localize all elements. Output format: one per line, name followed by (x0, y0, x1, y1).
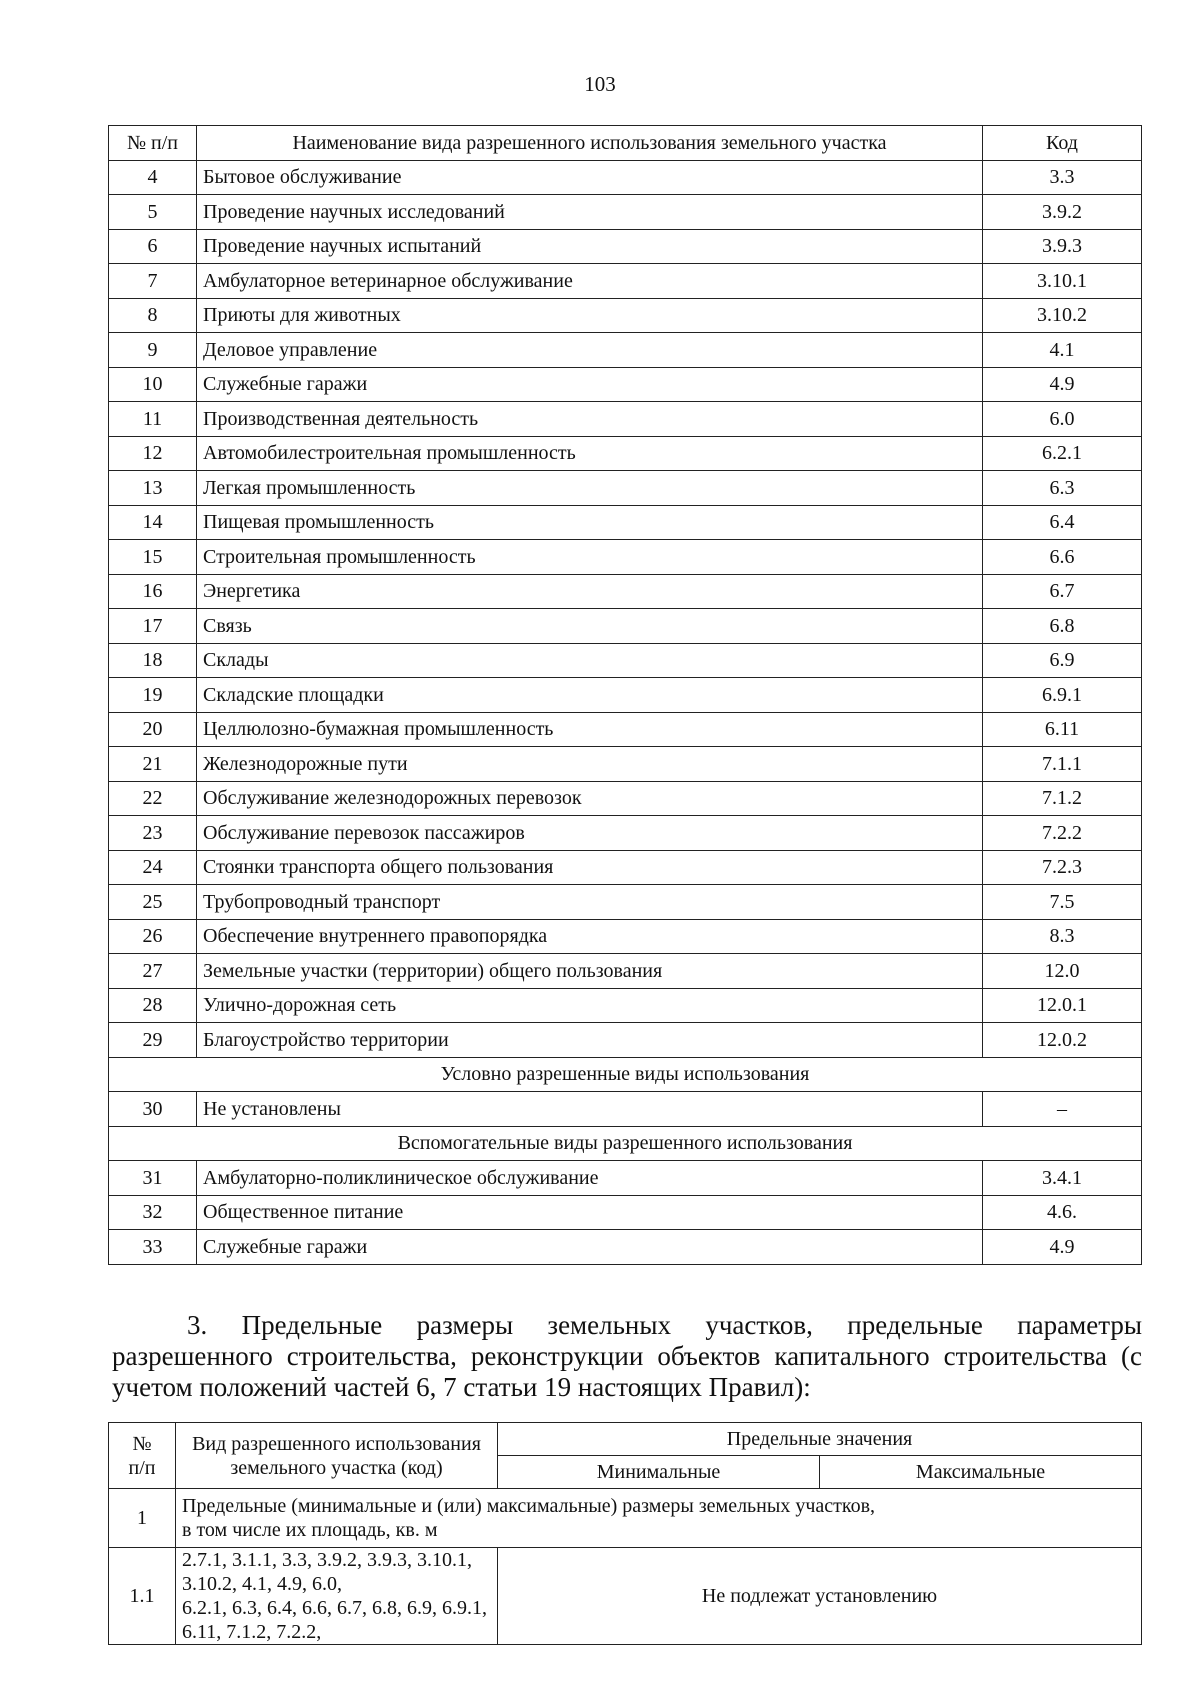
row-code: 6.0 (983, 402, 1142, 437)
section-conditional-uses-row (109, 1057, 1142, 1092)
row-number: 25 (109, 885, 197, 920)
table-row (109, 678, 1142, 713)
row-code: 4.9 (983, 367, 1142, 402)
row-use-name: Склады (197, 643, 983, 678)
table-row (109, 1023, 1142, 1058)
row-code: 7.2.3 (983, 850, 1142, 885)
row-number: 24 (109, 850, 197, 885)
row-number: 8 (109, 298, 197, 333)
limits-header-max: Максимальные (820, 1456, 1142, 1489)
limits-header-use-line1: Вид разрешенного использования (192, 1432, 481, 1455)
row-code: – (983, 1092, 1142, 1127)
permitted-uses-table (108, 125, 1142, 1265)
table-row (109, 885, 1142, 920)
paragraph-first-line: 3. Предельные размеры земельных участков, предельные параметры (187, 1310, 1142, 1340)
table-row (109, 264, 1142, 299)
row-use-name: Проведение научных исследований (197, 195, 983, 230)
row-number: 6 (109, 229, 197, 264)
table-row (109, 540, 1142, 575)
row-use-name: Стоянки транспорта общего пользования (197, 850, 983, 885)
row-code: 12.0.1 (983, 988, 1142, 1023)
row-code: 7.1.1 (983, 747, 1142, 782)
limits-row-1-1-codes (176, 1548, 498, 1645)
row-number: 14 (109, 505, 197, 540)
row-number: 20 (109, 712, 197, 747)
row-code: 3.9.3 (983, 229, 1142, 264)
row-code: 3.10.2 (983, 298, 1142, 333)
section-conditional-uses: Условно разрешенные виды использования (109, 1057, 1142, 1092)
table-row (109, 367, 1142, 402)
row-code: 7.1.2 (983, 781, 1142, 816)
row-code: 12.0 (983, 954, 1142, 989)
table-row (109, 1161, 1142, 1196)
row-code: 6.9.1 (983, 678, 1142, 713)
header-code: Код (983, 126, 1142, 161)
row-code: 6.3 (983, 471, 1142, 506)
table-row (109, 195, 1142, 230)
table-row (109, 436, 1142, 471)
row-code: 7.2.2 (983, 816, 1142, 851)
row-use-name: Трубопроводный транспорт (197, 885, 983, 920)
limits-row-1-number: 1 (109, 1489, 176, 1548)
table-row (109, 1195, 1142, 1230)
row-code: 3.10.1 (983, 264, 1142, 299)
row-code: 4.6. (983, 1195, 1142, 1230)
limits-row-1-text-line2: в том числе их площадь, кв. м (182, 1519, 438, 1541)
row-number: 10 (109, 367, 197, 402)
row-use-name: Связь (197, 609, 983, 644)
row-use-name: Улично-дорожная сеть (197, 988, 983, 1023)
table-row (109, 333, 1142, 368)
row-number: 4 (109, 160, 197, 195)
row-use-name: Легкая промышленность (197, 471, 983, 506)
row-code: 6.6 (983, 540, 1142, 575)
row-code: 6.9 (983, 643, 1142, 678)
section-auxiliary-uses: Вспомогательные виды разрешенного использования (109, 1126, 1142, 1161)
limits-header-number-line1: № (132, 1432, 152, 1455)
row-number: 33 (109, 1230, 197, 1265)
row-use-name: Автомобилестроительная промышленность (197, 436, 983, 471)
row-use-name: Энергетика (197, 574, 983, 609)
limits-row-1-1-value: Не подлежат установлению (498, 1548, 1142, 1645)
table-row (109, 505, 1142, 540)
row-number: 7 (109, 264, 197, 299)
table-row (109, 643, 1142, 678)
row-use-name: Проведение научных испытаний (197, 229, 983, 264)
row-code: 4.1 (983, 333, 1142, 368)
section-3-paragraph (112, 1310, 1142, 1403)
limits-row-1-1-number: 1.1 (109, 1548, 176, 1645)
row-code: 6.8 (983, 609, 1142, 644)
paragraph-rest: разрешенного строительства, реконструкции объектов капитального строительства (с учетом положений частей 6, 7 статьи 19 настоящих Правил): (112, 1341, 1142, 1402)
header-use-name: Наименование вида разрешенного использования земельного участка (197, 126, 983, 161)
table-row (109, 1230, 1142, 1265)
table-row (109, 988, 1142, 1023)
row-number: 11 (109, 402, 197, 437)
row-code: 6.7 (983, 574, 1142, 609)
row-code: 3.3 (983, 160, 1142, 195)
table-row (109, 747, 1142, 782)
limits-header-number-line2: п/п (128, 1456, 156, 1479)
row-code: 7.5 (983, 885, 1142, 920)
row-code: 8.3 (983, 919, 1142, 954)
row-use-name: Служебные гаражи (197, 1230, 983, 1265)
row-use-name: Складские площадки (197, 678, 983, 713)
table-header-row (109, 126, 1142, 161)
row-code: 6.2.1 (983, 436, 1142, 471)
row-number: 16 (109, 574, 197, 609)
row-code: 12.0.2 (983, 1023, 1142, 1058)
row-number: 9 (109, 333, 197, 368)
row-use-name: Строительная промышленность (197, 540, 983, 575)
permitted-uses-body (109, 160, 1142, 1264)
row-number: 12 (109, 436, 197, 471)
table-row (109, 402, 1142, 437)
limits-header-use (176, 1423, 498, 1489)
header-number: № п/п (109, 126, 197, 161)
limits-row-1-1-codes-line1: 2.7.1, 3.1.1, 3.3, 3.9.2, 3.9.3, 3.10.1, 3.10.2, 4.1, 4.9, 6.0, (182, 1549, 472, 1595)
table-row (109, 850, 1142, 885)
table-row (109, 609, 1142, 644)
row-number: 13 (109, 471, 197, 506)
row-use-name: Не установлены (197, 1092, 983, 1127)
limits-table (108, 1422, 1142, 1645)
row-use-name: Благоустройство территории (197, 1023, 983, 1058)
row-number: 5 (109, 195, 197, 230)
table-row (109, 816, 1142, 851)
limits-header-row-1 (109, 1423, 1142, 1456)
row-number: 27 (109, 954, 197, 989)
row-use-name: Амбулаторное ветеринарное обслуживание (197, 264, 983, 299)
row-use-name: Производственная деятельность (197, 402, 983, 437)
table-row (109, 919, 1142, 954)
row-use-name: Обслуживание железнодорожных перевозок (197, 781, 983, 816)
row-number: 28 (109, 988, 197, 1023)
row-use-name: Деловое управление (197, 333, 983, 368)
table-row (109, 712, 1142, 747)
table-row (109, 298, 1142, 333)
row-use-name: Амбулаторно-поликлиническое обслуживание (197, 1161, 983, 1196)
table-row (109, 471, 1142, 506)
limits-header-min: Минимальные (498, 1456, 820, 1489)
row-number: 17 (109, 609, 197, 644)
row-number: 30 (109, 1092, 197, 1127)
table-row (109, 954, 1142, 989)
limits-header-values: Предельные значения (498, 1423, 1142, 1456)
row-code: 6.11 (983, 712, 1142, 747)
row-use-name: Земельные участки (территории) общего пользования (197, 954, 983, 989)
limits-header-use-line2: земельного участка (код) (230, 1456, 443, 1479)
row-number: 31 (109, 1161, 197, 1196)
row-number: 23 (109, 816, 197, 851)
row-number: 21 (109, 747, 197, 782)
table-row (109, 781, 1142, 816)
limits-row-1-text (176, 1489, 1142, 1548)
row-use-name: Целлюлозно-бумажная промышленность (197, 712, 983, 747)
row-code: 3.4.1 (983, 1161, 1142, 1196)
table-row (109, 1092, 1142, 1127)
row-use-name: Обслуживание перевозок пассажиров (197, 816, 983, 851)
limits-row-1 (109, 1489, 1142, 1548)
limits-row-1-1-codes-line2: 6.2.1, 6.3, 6.4, 6.6, 6.7, 6.8, 6.9, 6.9.1, 6.11, 7.1.2, 7.2.2, (182, 1597, 487, 1643)
table-row (109, 574, 1142, 609)
row-use-name: Обеспечение внутреннего правопорядка (197, 919, 983, 954)
row-number: 32 (109, 1195, 197, 1230)
row-number: 19 (109, 678, 197, 713)
row-use-name: Приюты для животных (197, 298, 983, 333)
row-use-name: Пищевая промышленность (197, 505, 983, 540)
section-auxiliary-uses-row (109, 1126, 1142, 1161)
limits-row-1-text-line1: Предельные (минимальные и (или) максимальные) размеры земельных участков, (182, 1495, 876, 1517)
row-number: 22 (109, 781, 197, 816)
row-code: 3.9.2 (983, 195, 1142, 230)
row-use-name: Общественное питание (197, 1195, 983, 1230)
row-code: 6.4 (983, 505, 1142, 540)
row-code: 4.9 (983, 1230, 1142, 1265)
table-row (109, 229, 1142, 264)
row-number: 26 (109, 919, 197, 954)
row-use-name: Железнодорожные пути (197, 747, 983, 782)
row-number: 29 (109, 1023, 197, 1058)
row-use-name: Служебные гаражи (197, 367, 983, 402)
row-use-name: Бытовое обслуживание (197, 160, 983, 195)
limits-row-1-1 (109, 1548, 1142, 1645)
page-number: 103 (584, 72, 616, 96)
row-number: 18 (109, 643, 197, 678)
limits-header-number (109, 1423, 176, 1489)
table-row (109, 160, 1142, 195)
row-number: 15 (109, 540, 197, 575)
